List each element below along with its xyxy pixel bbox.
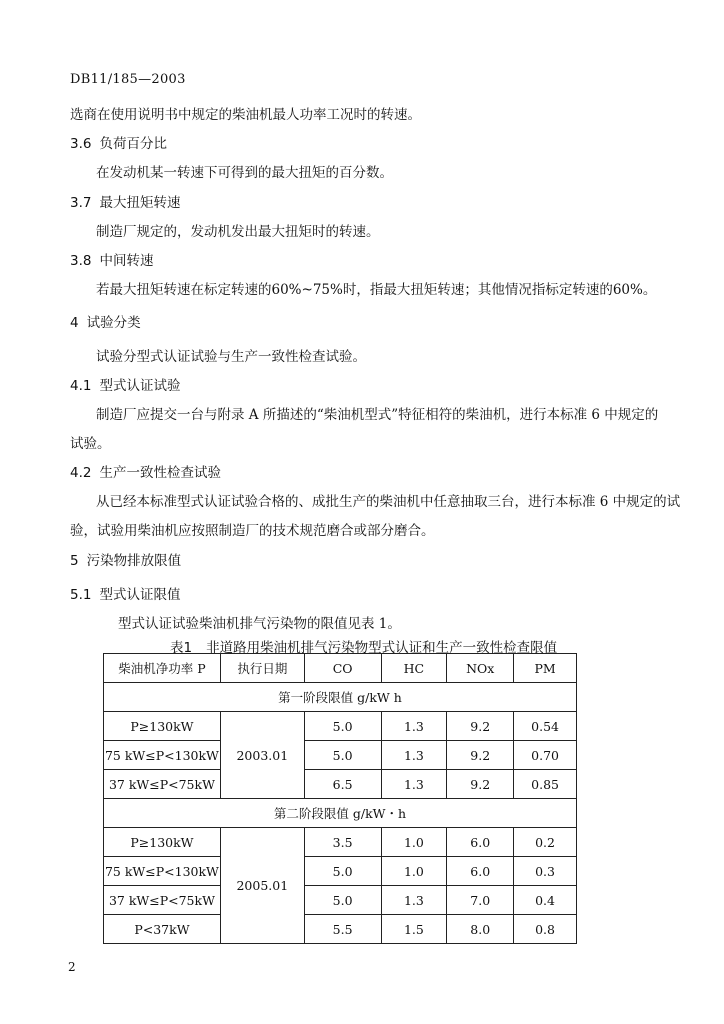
section-number: 5 xyxy=(70,553,79,569)
nox-cell: 7.0 xyxy=(447,886,514,915)
pm-cell: 0.3 xyxy=(514,857,577,886)
table-title: 非道路用柴油机排气污染物型式认证和生产一致性检查限值 xyxy=(206,640,558,656)
section-title: 型式认证试验 xyxy=(99,378,181,394)
stage-2-date: 2005.01 xyxy=(220,828,304,944)
header-nox: NOx xyxy=(447,654,514,683)
co-cell: 5.0 xyxy=(304,886,381,915)
section-4-1-heading xyxy=(70,374,180,394)
table-row xyxy=(104,915,577,944)
hc-cell: 1.3 xyxy=(381,712,447,741)
table-row xyxy=(104,770,577,799)
co-cell: 5.0 xyxy=(304,857,381,886)
co-cell: 6.5 xyxy=(304,770,381,799)
section-3-6-text: 在发动机某一转速下可得到的最大扭矩的百分数。 xyxy=(96,165,393,181)
section-4-1-text-line2: 试验。 xyxy=(70,436,111,452)
table-row xyxy=(104,712,577,741)
header-date: 执行日期 xyxy=(220,654,304,683)
section-5-1-text: 型式认证试验柴油机排气污染物的限值见表 1。 xyxy=(118,616,401,632)
header-pm: PM xyxy=(514,654,577,683)
power-cell: P<37kW xyxy=(104,915,221,944)
section-3-8-heading xyxy=(70,249,153,269)
nox-cell: 6.0 xyxy=(447,857,514,886)
hc-cell: 1.0 xyxy=(381,828,447,857)
power-cell: P≥130kW xyxy=(104,712,221,741)
header-co: CO xyxy=(304,654,381,683)
power-cell: 37 kW≤P<75kW xyxy=(104,770,221,799)
pm-cell: 0.70 xyxy=(514,741,577,770)
stage-1-date: 2003.01 xyxy=(220,712,304,799)
section-title: 试验分类 xyxy=(86,315,141,331)
power-cell: P≥130kW xyxy=(104,828,221,857)
emission-limits-table xyxy=(103,653,577,944)
table-row xyxy=(104,886,577,915)
pm-cell: 0.4 xyxy=(514,886,577,915)
pm-cell: 0.2 xyxy=(514,828,577,857)
power-cell: 75 kW≤P<130kW xyxy=(104,741,221,770)
hc-cell: 1.3 xyxy=(381,886,447,915)
nox-cell: 9.2 xyxy=(447,712,514,741)
pm-cell: 0.85 xyxy=(514,770,577,799)
section-title: 型式认证限值 xyxy=(99,587,181,603)
section-4-2-text-line1: 从已经本标准型式认证试验合格的、成批生产的柴油机中任意抽取三台，进行本标准 6 中规定的试 xyxy=(96,494,681,510)
section-number: 4 xyxy=(70,315,79,331)
table-row xyxy=(104,828,577,857)
section-number: 5.1 xyxy=(70,587,92,603)
section-4-2-heading xyxy=(70,461,221,481)
stage-2-label: 第二阶段限值 g/kW・h xyxy=(104,799,577,828)
section-title: 最大扭矩转速 xyxy=(99,195,181,211)
section-number: 3.7 xyxy=(70,195,92,211)
section-3-7-text: 制造厂规定的，发动机发出最大扭矩时的转速。 xyxy=(96,224,380,240)
section-title: 负荷百分比 xyxy=(99,136,167,152)
stage-1-label: 第一阶段限值 g/kW h xyxy=(104,683,577,712)
section-number: 3.8 xyxy=(70,253,92,269)
section-4-text: 试验分型式认证试验与生产一致性检查试验。 xyxy=(96,349,366,365)
section-3-8-text: 若最大扭矩转速在标定转速的60%~75%时，指最大扭矩转速；其他情况指标定转速的60%。 xyxy=(96,282,657,298)
co-cell: 5.0 xyxy=(304,712,381,741)
section-title: 生产一致性检查试验 xyxy=(99,465,221,481)
co-cell: 3.5 xyxy=(304,828,381,857)
table-number: 表1 xyxy=(170,640,193,656)
section-number: 3.6 xyxy=(70,136,92,152)
section-number: 4.1 xyxy=(70,378,92,394)
section-3-6-heading xyxy=(70,132,167,152)
section-title: 中间转速 xyxy=(99,253,154,269)
section-5-1-heading xyxy=(70,583,180,603)
section-4-2-text-line2: 验，试验用柴油机应按照制造厂的技术规范磨合或部分磨合。 xyxy=(70,523,435,539)
co-cell: 5.5 xyxy=(304,915,381,944)
nox-cell: 6.0 xyxy=(447,828,514,857)
section-title: 污染物排放限值 xyxy=(86,553,182,569)
hc-cell: 1.0 xyxy=(381,857,447,886)
nox-cell: 9.2 xyxy=(447,741,514,770)
pm-cell: 0.8 xyxy=(514,915,577,944)
header-hc: HC xyxy=(381,654,447,683)
power-cell: 75 kW≤P<130kW xyxy=(104,857,221,886)
continuation-text: 选商在使用说明书中规定的柴油机最人功率工况时的转速。 xyxy=(70,107,421,123)
section-3-7-heading xyxy=(70,191,180,211)
header-power: 柴油机净功率 P xyxy=(104,654,221,683)
co-cell: 5.0 xyxy=(304,741,381,770)
hc-cell: 1.5 xyxy=(381,915,447,944)
section-number: 4.2 xyxy=(70,465,92,481)
table-row xyxy=(104,857,577,886)
table-header-row xyxy=(104,654,577,683)
power-cell: 37 kW≤P<75kW xyxy=(104,886,221,915)
pm-cell: 0.54 xyxy=(514,712,577,741)
nox-cell: 9.2 xyxy=(447,770,514,799)
page-number: 2 xyxy=(68,960,76,974)
nox-cell: 8.0 xyxy=(447,915,514,944)
section-4-1-text-line1: 制造厂应提交一台与附录 A 所描述的“柴油机型式”特征相符的柴油机，进行本标准 6 中规定的 xyxy=(96,407,659,423)
hc-cell: 1.3 xyxy=(381,770,447,799)
section-5-heading xyxy=(70,549,181,569)
stage-2-label-row xyxy=(104,799,577,828)
hc-cell: 1.3 xyxy=(381,741,447,770)
standard-code-header: DB11/185—2003 xyxy=(70,72,186,87)
stage-1-label-row xyxy=(104,683,577,712)
table-row xyxy=(104,741,577,770)
section-4-heading xyxy=(70,311,141,331)
